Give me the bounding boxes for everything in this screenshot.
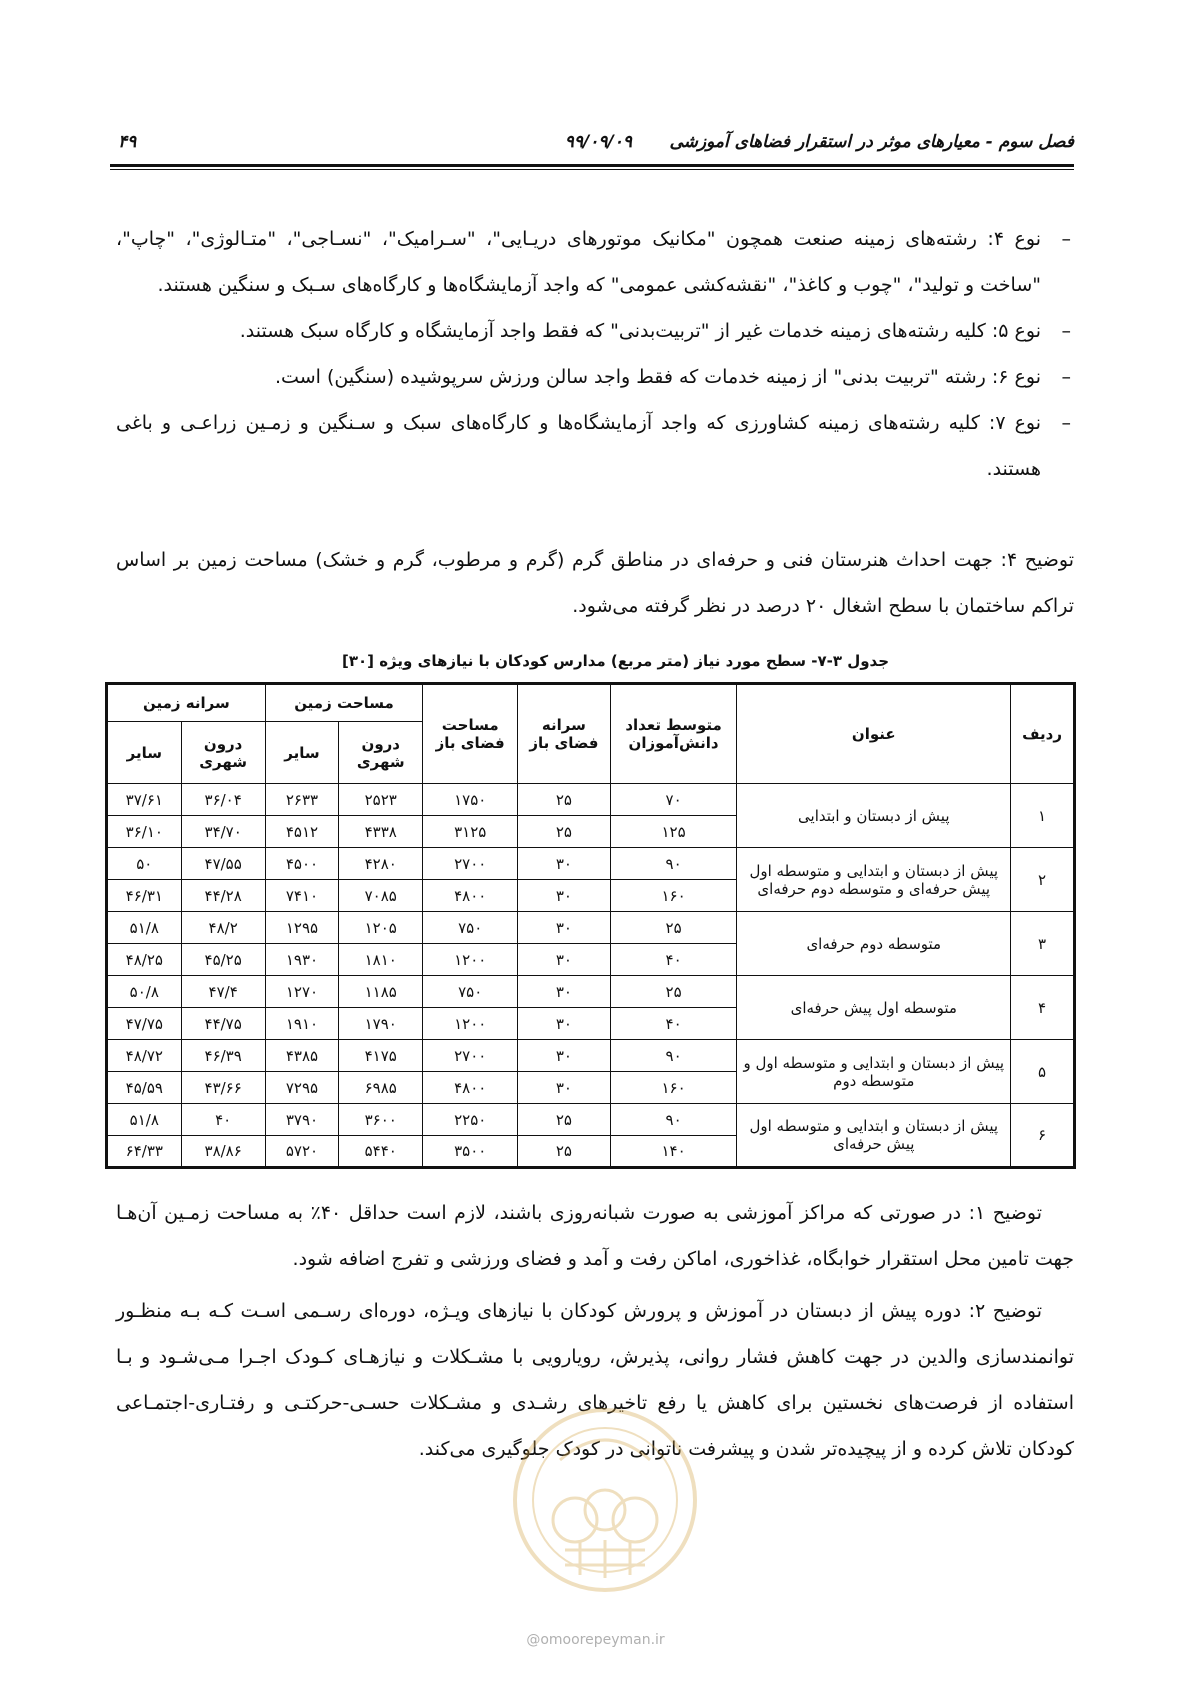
header-title: عنوان xyxy=(737,684,1011,784)
cell-land-other: ۴۵۰۰ xyxy=(265,848,338,880)
header-rule-thin xyxy=(110,169,1074,170)
cell-open-area: ۳۵۰۰ xyxy=(423,1136,518,1168)
cell-open-pc: ۳۰ xyxy=(518,1040,611,1072)
cell-land-urban: ۳۶۰۰ xyxy=(339,1104,423,1136)
bullet-item xyxy=(116,308,1071,354)
cell-students: ۹۰ xyxy=(610,1040,737,1072)
cell-pc-urban: ۴۷/۴ xyxy=(181,976,265,1008)
cell-land-urban: ۴۱۷۵ xyxy=(339,1040,423,1072)
cell-students: ۷۰ xyxy=(610,784,737,816)
watermark-logo xyxy=(505,1400,705,1620)
table-row xyxy=(107,1040,1075,1072)
cell-open-area: ۷۵۰ xyxy=(423,912,518,944)
bullet-dash: – xyxy=(1061,412,1071,434)
cell-pc-urban: ۴۰ xyxy=(181,1104,265,1136)
bullet-dash: – xyxy=(1061,320,1071,342)
cell-open-area: ۱۲۰۰ xyxy=(423,944,518,976)
land-area-table xyxy=(105,682,1076,1169)
row-title: پیش از دبستان و ابتدایی و متوسطه اول پیش حرفه‌ای و متوسطه دوم حرفه‌ای xyxy=(737,848,1011,912)
cell-students: ۲۵ xyxy=(610,976,737,1008)
header-date: ۹۹/۰۹/۰۹ xyxy=(564,132,632,152)
cell-open-pc: ۲۵ xyxy=(518,816,611,848)
cell-pc-other: ۴۷/۷۵ xyxy=(107,1008,182,1040)
note-4: توضیح ۴: جهت احداث هنرستان فنی و حرفه‌ای در مناطق گرم (گرم و مرطوب، گرم و خشک) مساحت زمین بر اساس تراکم ساختمان با سطح اشغال ۲۰ درصد در نظر گرفته می‌شود. xyxy=(116,549,1075,617)
header-per-capita-open: سرانه فضای باز xyxy=(518,684,611,784)
table-row xyxy=(107,848,1075,880)
cell-open-area: ۷۵۰ xyxy=(423,976,518,1008)
bullet-text: نوع ۷: کلیه رشته‌های زمینه کشاورزی که واجد آزمایشگاه‌ها و کارگاه‌های سبک و سـنگین و زمـین زراعـی و باغی هستند. xyxy=(116,412,1042,480)
table-row xyxy=(107,912,1075,944)
row-number: ۴ xyxy=(1011,976,1075,1040)
cell-open-area: ۲۷۰۰ xyxy=(423,1040,518,1072)
cell-open-area: ۴۸۰۰ xyxy=(423,880,518,912)
cell-pc-urban: ۴۳/۶۶ xyxy=(181,1072,265,1104)
bullet-dash: – xyxy=(1061,228,1071,250)
bullet-list xyxy=(116,216,1071,492)
row-title: پیش از دبستان و ابتدایی و متوسطه اول و متوسطه دوم xyxy=(737,1040,1011,1104)
header-land-area: مساحت زمین xyxy=(265,684,423,722)
chapter-title: فصل سوم - معیارهای موثر در استقرار فضاهای آموزشی xyxy=(669,132,1074,152)
cell-open-pc: ۳۰ xyxy=(518,1072,611,1104)
bullet-text: نوع ۵: کلیه رشته‌های زمینه خدمات غیر از "تربیت‌بدنی" که فقط واجد آزمایشگاه و کارگاه سبک هستند. xyxy=(239,320,1041,342)
header-avg-students: متوسط تعداد دانش‌آموزان xyxy=(610,684,737,784)
row-number: ۳ xyxy=(1011,912,1075,976)
cell-open-pc: ۳۰ xyxy=(518,912,611,944)
cell-pc-other: ۶۴/۳۳ xyxy=(107,1136,182,1168)
cell-pc-other: ۴۵/۵۹ xyxy=(107,1072,182,1104)
cell-land-other: ۲۶۳۳ xyxy=(265,784,338,816)
cell-open-area: ۱۲۰۰ xyxy=(423,1008,518,1040)
cell-students: ۹۰ xyxy=(610,1104,737,1136)
row-number: ۲ xyxy=(1011,848,1075,912)
cell-open-area: ۱۷۵۰ xyxy=(423,784,518,816)
cell-land-other: ۷۲۹۵ xyxy=(265,1072,338,1104)
cell-pc-urban: ۴۵/۲۵ xyxy=(181,944,265,976)
cell-land-urban: ۴۲۸۰ xyxy=(339,848,423,880)
cell-land-other: ۱۹۳۰ xyxy=(265,944,338,976)
row-number: ۶ xyxy=(1011,1104,1075,1168)
note-2: توضیح ۲: دوره پیش از دبستان در آموزش و پرورش کودکان با نیازهای ویـژه، دوره‌ای رسـمی اسـت کـه بـه منظـور توانمندسازی والدین در جهت کاهش فشار روانی، پذیرش، رویارویی با مشـکلات و نیازهـای کـودک اجـرا مـی‌شـود و بـا استفاده از فرصت‌های نخستین برای کاهش یا رفع تاخیرهای رشـدی و مشـکلات حسـی-حرکتـی و رفتـاری-اجتمـاعی کودکان تلاش کرده و از پیچیده‌تر شدن و پیشرفت ناتوانی در کودک جلوگیری می‌کند. xyxy=(116,1300,1074,1460)
cell-land-other: ۴۳۸۵ xyxy=(265,1040,338,1072)
cell-open-pc: ۳۰ xyxy=(518,1008,611,1040)
cell-open-area: ۲۲۵۰ xyxy=(423,1104,518,1136)
table-row xyxy=(107,784,1075,816)
cell-pc-urban: ۴۴/۲۸ xyxy=(181,880,265,912)
cell-land-urban: ۲۵۲۳ xyxy=(339,784,423,816)
page-number: ۴۹ xyxy=(118,132,137,152)
row-title: متوسطه اول پیش حرفه‌ای xyxy=(737,976,1011,1040)
row-title: متوسطه دوم حرفه‌ای xyxy=(737,912,1011,976)
row-number: ۵ xyxy=(1011,1040,1075,1104)
bullet-text: نوع ۴: رشته‌های زمینه صنعت همچون "مکانیک موتورهای دریـایی"، "سـرامیک"، "نسـاجی"، "متـالوژی"، "چاپ"، "ساخت و تولید"، "چوب و کاغذ"، "نقشه‌کشی عمومی" که واجد آزمایشگاه‌ها و کارگاه‌های سـبک و سنگین هستند. xyxy=(116,228,1041,296)
cell-land-urban: ۱۸۱۰ xyxy=(339,944,423,976)
table-row xyxy=(107,976,1075,1008)
cell-open-pc: ۳۰ xyxy=(518,976,611,1008)
cell-pc-urban: ۴۸/۲ xyxy=(181,912,265,944)
cell-pc-urban: ۳۸/۸۶ xyxy=(181,1136,265,1168)
cell-land-other: ۱۲۹۵ xyxy=(265,912,338,944)
bullet-item xyxy=(116,354,1071,400)
cell-students: ۱۲۵ xyxy=(610,816,737,848)
cell-pc-other: ۴۸/۷۲ xyxy=(107,1040,182,1072)
cell-students: ۴۰ xyxy=(610,944,737,976)
cell-open-area: ۴۸۰۰ xyxy=(423,1072,518,1104)
cell-open-pc: ۲۵ xyxy=(518,1136,611,1168)
header-land-other: سایر xyxy=(265,722,338,784)
row-title: پیش از دبستان و ابتدایی xyxy=(737,784,1011,848)
header-rule xyxy=(110,164,1074,167)
cell-students: ۴۰ xyxy=(610,1008,737,1040)
cell-land-urban: ۵۴۴۰ xyxy=(339,1136,423,1168)
cell-open-pc: ۲۵ xyxy=(518,784,611,816)
cell-students: ۱۴۰ xyxy=(610,1136,737,1168)
cell-open-pc: ۳۰ xyxy=(518,848,611,880)
cell-land-other: ۷۴۱۰ xyxy=(265,880,338,912)
cell-open-area: ۳۱۲۵ xyxy=(423,816,518,848)
cell-land-urban: ۱۱۸۵ xyxy=(339,976,423,1008)
cell-land-urban: ۶۹۸۵ xyxy=(339,1072,423,1104)
header-open-area: مساحت فضای باز xyxy=(423,684,518,784)
cell-open-area: ۲۷۰۰ xyxy=(423,848,518,880)
header-per-capita-land: سرانه زمین xyxy=(107,684,266,722)
row-number: ۱ xyxy=(1011,784,1075,848)
bullet-item xyxy=(116,400,1071,492)
cell-pc-other: ۳۶/۱۰ xyxy=(107,816,182,848)
cell-pc-other: ۴۸/۲۵ xyxy=(107,944,182,976)
header-row-no: ردیف xyxy=(1011,684,1075,784)
cell-land-other: ۱۲۷۰ xyxy=(265,976,338,1008)
cell-open-pc: ۳۰ xyxy=(518,880,611,912)
bullet-item xyxy=(116,216,1071,308)
cell-land-urban: ۱۲۰۵ xyxy=(339,912,423,944)
cell-pc-other: ۵۱/۸ xyxy=(107,912,182,944)
cell-land-urban: ۴۳۳۸ xyxy=(339,816,423,848)
cell-land-urban: ۱۷۹۰ xyxy=(339,1008,423,1040)
cell-open-pc: ۲۵ xyxy=(518,1104,611,1136)
cell-land-urban: ۷۰۸۵ xyxy=(339,880,423,912)
cell-open-pc: ۳۰ xyxy=(518,944,611,976)
cell-pc-urban: ۴۷/۵۵ xyxy=(181,848,265,880)
page-header xyxy=(110,128,1074,164)
cell-pc-urban: ۴۴/۷۵ xyxy=(181,1008,265,1040)
cell-pc-other: ۵۰/۸ xyxy=(107,976,182,1008)
cell-pc-urban: ۳۴/۷۰ xyxy=(181,816,265,848)
cell-pc-other: ۵۰ xyxy=(107,848,182,880)
cell-pc-other: ۴۶/۳۱ xyxy=(107,880,182,912)
cell-students: ۱۶۰ xyxy=(610,1072,737,1104)
cell-pc-urban: ۴۶/۳۹ xyxy=(181,1040,265,1072)
cell-land-other: ۴۵۱۲ xyxy=(265,816,338,848)
cell-students: ۱۶۰ xyxy=(610,880,737,912)
cell-students: ۹۰ xyxy=(610,848,737,880)
cell-pc-other: ۳۷/۶۱ xyxy=(107,784,182,816)
cell-land-other: ۱۹۱۰ xyxy=(265,1008,338,1040)
cell-students: ۲۵ xyxy=(610,912,737,944)
header-land-urban: درون شهری xyxy=(339,722,423,784)
header-pc-urban: درون شهری xyxy=(181,722,265,784)
cell-land-other: ۳۷۹۰ xyxy=(265,1104,338,1136)
cell-land-other: ۵۷۲۰ xyxy=(265,1136,338,1168)
cell-pc-urban: ۳۶/۰۴ xyxy=(181,784,265,816)
note-1: توضیح ۱: در صورتی که مراکز آموزشی به صورت شبانه‌روزی باشند، لازم است حداقل ۴۰٪ به مساحت زمـین آن‌هـا جهت تامین محل استقرار خوابگاه، غذاخوری، اماکن رفت و آمد و فضای ورزشی و تفرج اضافه شود. xyxy=(116,1202,1074,1270)
bullet-dash: – xyxy=(1061,366,1071,388)
row-title: پیش از دبستان و ابتدایی و متوسطه اول پیش حرفه‌ای xyxy=(737,1104,1011,1168)
table-row xyxy=(107,1104,1075,1136)
bullet-text: نوع ۶: رشته "تربیت بدنی" از زمینه خدمات که فقط واجد سالن ورزش سرپوشیده (سنگین) است. xyxy=(275,366,1041,388)
header-pc-other: سایر xyxy=(107,722,182,784)
watermark-site: @omoorepeyman.ir xyxy=(526,1632,665,1648)
cell-pc-other: ۵۱/۸ xyxy=(107,1104,182,1136)
table-caption: جدول ۳-۷- سطح مورد نیاز (متر مربع) مدارس کودکان با نیازهای ویژه [۳۰] xyxy=(341,652,890,670)
